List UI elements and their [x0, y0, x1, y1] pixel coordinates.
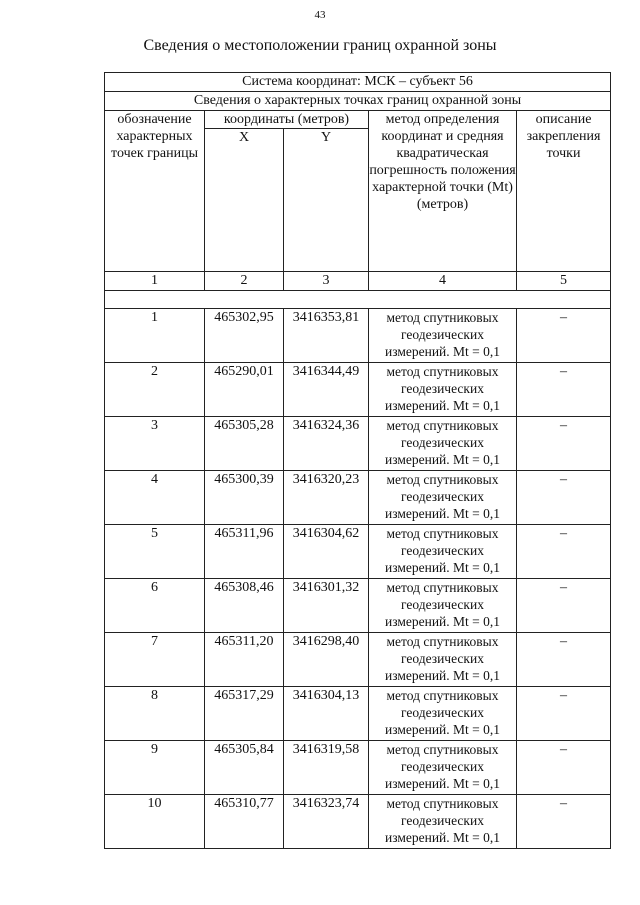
description-cell: – — [517, 741, 611, 795]
method-cell: метод спутниковых геодезических измерений. Mt = 0,1 — [369, 741, 517, 795]
x-coordinate-cell: 465302,95 — [205, 309, 284, 363]
method-cell: метод спутниковых геодезических измерений. Mt = 0,1 — [369, 471, 517, 525]
x-coordinate-cell: 465300,39 — [205, 471, 284, 525]
coordinate-system-cell: Система координат: МСК – субъект 56 — [105, 73, 611, 92]
y-coordinate-cell: 3416304,62 — [284, 525, 369, 579]
point-cell: 7 — [105, 633, 205, 687]
table-row — [105, 525, 611, 579]
header-point-designation: обозначение характерных точек границы — [105, 111, 205, 272]
section-title-cell: Сведения о характерных точках границ охранной зоны — [105, 92, 611, 111]
description-cell: – — [517, 471, 611, 525]
table-row — [105, 633, 611, 687]
header-coordinates: координаты (метров) — [205, 111, 369, 129]
method-cell: метод спутниковых геодезических измерений. Mt = 0,1 — [369, 309, 517, 363]
point-cell: 2 — [105, 363, 205, 417]
description-cell: – — [517, 687, 611, 741]
table-row — [105, 417, 611, 471]
y-coordinate-cell: 3416319,58 — [284, 741, 369, 795]
header-y: Y — [284, 129, 369, 272]
header-method: метод определения координат и средняя квадратическая погрешность положения характерной точки (Mt) (метров) — [369, 111, 517, 272]
description-cell: – — [517, 363, 611, 417]
method-cell: метод спутниковых геодезических измерений. Mt = 0,1 — [369, 579, 517, 633]
point-cell: 6 — [105, 579, 205, 633]
description-cell: – — [517, 633, 611, 687]
y-coordinate-cell: 3416320,23 — [284, 471, 369, 525]
x-coordinate-cell: 465305,28 — [205, 417, 284, 471]
table-row — [105, 471, 611, 525]
point-cell: 8 — [105, 687, 205, 741]
y-coordinate-cell: 3416323,74 — [284, 795, 369, 849]
boundary-points-table — [104, 72, 611, 849]
table-row — [105, 363, 611, 417]
description-cell: – — [517, 525, 611, 579]
document-title: Сведения о местоположении границ охранной зоны — [143, 37, 497, 54]
y-coordinate-cell: 3416304,13 — [284, 687, 369, 741]
method-cell: метод спутниковых геодезических измерений. Mt = 0,1 — [369, 687, 517, 741]
point-cell: 3 — [105, 417, 205, 471]
column-number: 5 — [517, 272, 611, 291]
x-coordinate-cell: 465311,20 — [205, 633, 284, 687]
table-row — [105, 795, 611, 849]
y-coordinate-cell: 3416353,81 — [284, 309, 369, 363]
x-coordinate-cell: 465308,46 — [205, 579, 284, 633]
column-number: 1 — [105, 272, 205, 291]
description-cell: – — [517, 579, 611, 633]
page-number: 43 — [314, 9, 326, 21]
column-number: 4 — [369, 272, 517, 291]
x-coordinate-cell: 465290,01 — [205, 363, 284, 417]
point-cell: 4 — [105, 471, 205, 525]
column-number: 2 — [205, 272, 284, 291]
x-coordinate-cell: 465311,96 — [205, 525, 284, 579]
column-number: 3 — [284, 272, 369, 291]
y-coordinate-cell: 3416301,32 — [284, 579, 369, 633]
y-coordinate-cell: 3416344,49 — [284, 363, 369, 417]
description-cell: – — [517, 417, 611, 471]
x-coordinate-cell: 465310,77 — [205, 795, 284, 849]
method-cell: метод спутниковых геодезических измерений. Mt = 0,1 — [369, 417, 517, 471]
point-cell: 1 — [105, 309, 205, 363]
method-cell: метод спутниковых геодезических измерений. Mt = 0,1 — [369, 795, 517, 849]
header-description: описание закрепления точки — [517, 111, 611, 272]
method-cell: метод спутниковых геодезических измерений. Mt = 0,1 — [369, 633, 517, 687]
description-cell: – — [517, 309, 611, 363]
x-coordinate-cell: 465317,29 — [205, 687, 284, 741]
table-row — [105, 687, 611, 741]
method-cell: метод спутниковых геодезических измерений. Mt = 0,1 — [369, 525, 517, 579]
header-x: X — [205, 129, 284, 272]
x-coordinate-cell: 465305,84 — [205, 741, 284, 795]
table-row — [105, 309, 611, 363]
point-cell: 9 — [105, 741, 205, 795]
method-cell: метод спутниковых геодезических измерений. Mt = 0,1 — [369, 363, 517, 417]
table-row — [105, 579, 611, 633]
point-cell: 10 — [105, 795, 205, 849]
table-row — [105, 741, 611, 795]
point-cell: 5 — [105, 525, 205, 579]
y-coordinate-cell: 3416298,40 — [284, 633, 369, 687]
description-cell: – — [517, 795, 611, 849]
y-coordinate-cell: 3416324,36 — [284, 417, 369, 471]
blank-row — [105, 291, 611, 309]
